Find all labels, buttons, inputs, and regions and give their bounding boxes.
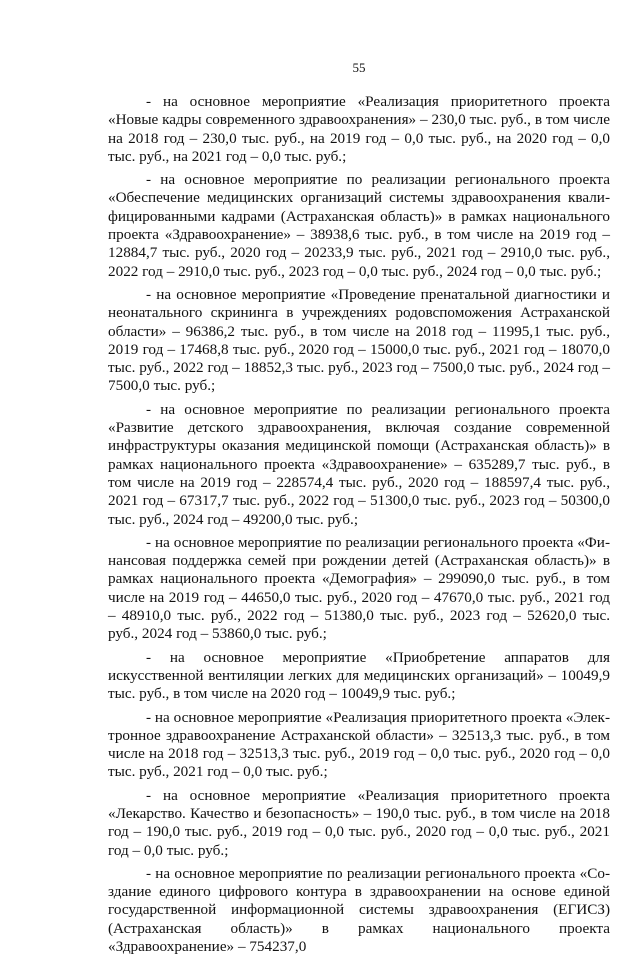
paragraph-e-healthcare: - на основное мероприятие «Реализация приоритетного проекта «Электронное здравоохранение Астраханской области» – 32513,3 тыс. руб., в том числе на 2018 год – 32513,3 тыс. руб., 2019 год – 0,0 тыс. руб., 2020 год – 0,0 тыс. руб., 2021 год – 0,0 тыс. руб.; xyxy=(108,708,610,781)
paragraph-family-support: - на основное мероприятие по реализации регионального проекта «Финансовая поддержка семей при рождении детей (Астраханская область)» в рамках национального проекта «Демография» – 299090,0 тыс. руб., в том числе на 2019 год – 44650,0 тыс. руб., 2020 год – 47670,0 тыс. руб., 2021 год – 48910,0 тыс. руб., 2022 год – 51380,0 тыс. руб., 2023 год – 52620,0 тыс. руб., 2024 год – 53860,0 тыс. руб.; xyxy=(108,533,610,643)
page-number: 55 xyxy=(352,60,366,75)
paragraph-medicine-quality: - на основное мероприятие «Реализация приоритетного проекта «Лекарство. Качество и безопасность» – 190,0 тыс. руб., в том числе на 2018 год – 190,0 тыс. руб., 2019 год – 0,0 тыс. руб., 2020 год – 0,0 тыс. руб., 2021 год – 0,0 тыс. руб.; xyxy=(108,786,610,859)
paragraph-digital-contour: - на основное мероприятие по реализации регионального проекта «Создание единого цифрового контура в здравоохранении на основе единой государственной информационной системы здравоохранения (ЕГИСЗ) (Астраханская область)» в рамках национального проекта «Здравоохранение» – 754237,0 xyxy=(108,864,610,956)
paragraph-new-medical-staff: - на основное мероприятие «Реализация приоритетного проекта «Новые кадры современного здравоохранения» – 230,0 тыс. руб., в том числе на 2018 год – 230,0 тыс. руб., на 2019 год – 0,0 тыс. руб., на 2020 год – 0,0 тыс. руб., на 2021 год – 0,0 тыс. руб.; xyxy=(108,93,610,165)
paragraph-prenatal-diagnostics: - на основное мероприятие «Проведение пренатальной диагностики и неонатального скрининга в учреждениях родовспоможения Астраханской области» – 96386,2 тыс. руб., в том числе на 2018 год – 11995,1 тыс. руб., 2019 год – 17468,8 тыс. руб., 2020 год – 15000,0 тыс. руб., 2021 год – 18070,0 тыс. руб., 2022 год – 18852,3 тыс. руб., 2023 год – 7500,0 тыс. руб., 2024 год – 7500,0 тыс. руб.; xyxy=(108,285,610,395)
paragraph-qualified-staff: - на основное мероприятие по реализации регионального проекта «Обеспечение медицинских организаций системы здравоохранения квалифицированными кадрами (Астраханская область)» в рамках национального проекта «Здравоохранение» – 38938,6 тыс. руб., в том числе на 2019 год – 12884,7 тыс. руб., 2020 год – 20233,9 тыс. руб., 2021 год – 2910,0 тыс. руб., 2022 год – 2910,0 тыс. руб., 2023 год – 0,0 тыс. руб., 2024 год – 0,0 тыс. руб.; xyxy=(108,171,610,280)
paragraph-child-healthcare: - на основное мероприятие по реализации регионального проекта «Развитие детского здравоохранения, включая создание современной инфраструктуры оказания медицинской помощи (Астраханская область)» в рамках национального проекта «Здравоохранение» – 635289,7 тыс. руб., в том числе на 2019 год – 228574,4 тыс. руб., 2020 год – 188597,4 тыс. руб., 2021 год – 67317,7 тыс. руб., 2022 год – 51300,0 тыс. руб., 2023 год – 50300,0 тыс. руб., 2024 год – 49200,0 тыс. руб.; xyxy=(108,400,610,528)
paragraph-ventilators: - на основное мероприятие «Приобретение аппаратов для искусственной вентиляции легких для медицинских организаций» – 10049,9 тыс. руб., в том числе на 2020 год – 10049,9 тыс. руб.; xyxy=(108,648,610,703)
